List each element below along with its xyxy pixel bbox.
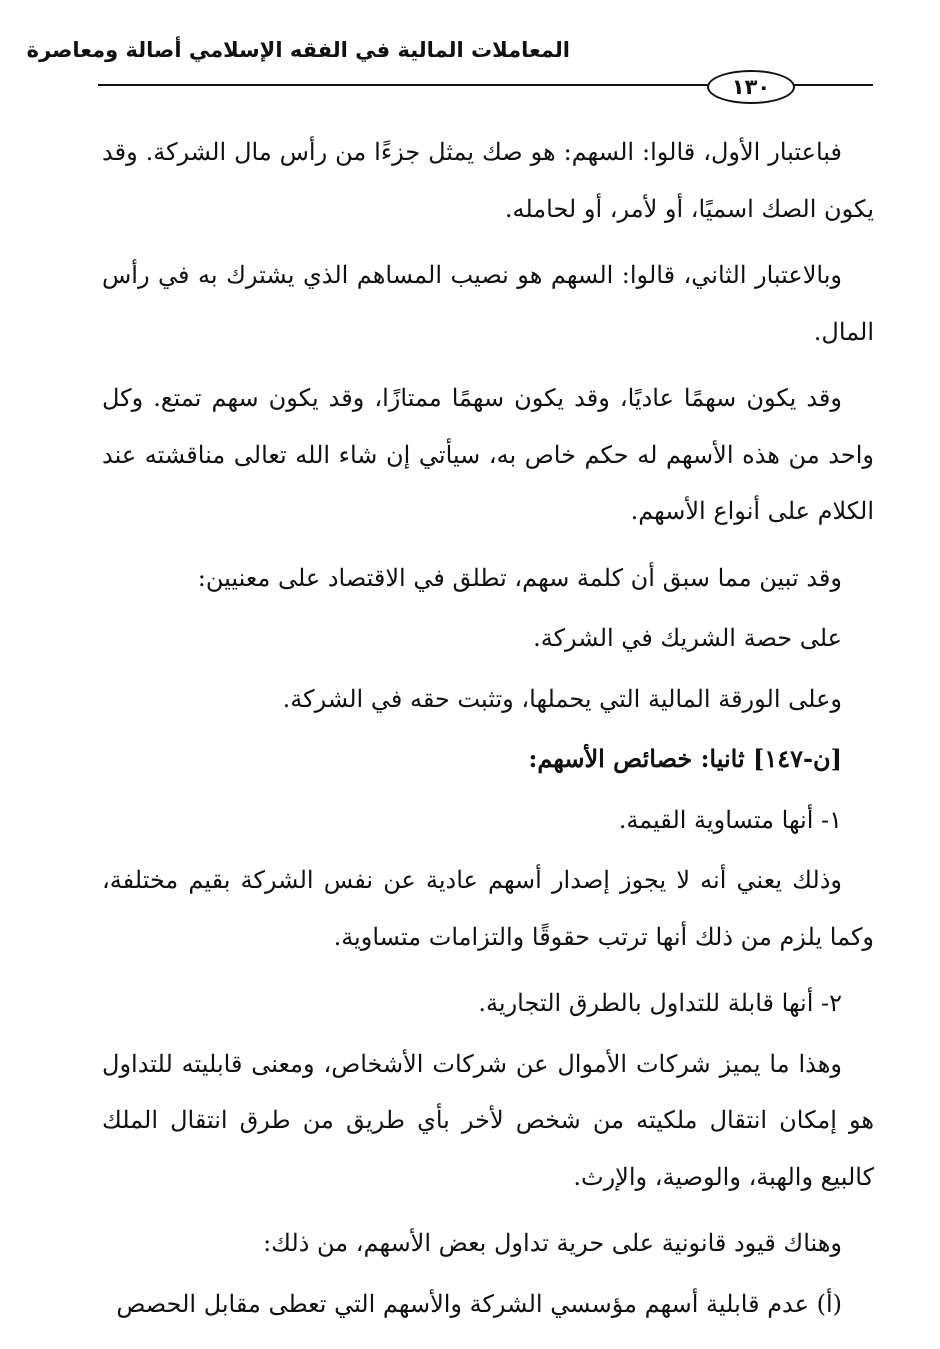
- body-text: [102, 124, 874, 1336]
- running-header-title: المعاملات المالية في الفقه الإسلامي أصالة ومعاصرة: [26, 38, 570, 62]
- paragraph-tradable-explanation: وهذا ما يميز شركات الأموال عن شركات الأشخاص، ومعنى قابليته للتداول هو إمكان انتقال ملكيته من شخص لأخر بأي طريق من طرق انتقال الملك كالبيع والهبة، والوصية، والإرث.: [102, 1049, 874, 1191]
- section-heading-share-characteristics: [ن-١٤٧] ثانيا: خصائص الأسهم:: [528, 744, 842, 773]
- list-item-tradable: ٢- أنها قابلة للتداول بالطرق التجارية.: [478, 989, 842, 1017]
- list-item-restriction-a: (أ) عدم قابلية أسهم مؤسسي الشركة والأسهم التي تعطى مقابل الحصص: [116, 1289, 842, 1318]
- paragraph-share-definition-second: وبالاعتبار الثاني، قالوا: السهم هو نصيب المساهم الذي يشترك به في رأس المال.: [102, 261, 874, 346]
- list-item-equal-value: ١- أنها متساوية القيمة.: [618, 805, 842, 834]
- paragraph-two-meanings: وقد تبين مما سبق أن كلمة سهم، تطلق في الاقتصاد على معنيين:: [197, 563, 842, 592]
- paragraph-equal-value-explanation: وذلك يعني أنه لا يجوز إصدار أسهم عادية عن نفس الشركة بقيم مختلفة، وكما يلزم من ذلك أنها ترتب حقوقًا والتزامات متساوية.: [102, 866, 874, 951]
- paragraph-share-types: وقد يكون سهمًا عاديًا، وقد يكون سهمًا ممتازًا، وقد يكون سهم تمتع. وكل واحد من هذه الأسهم له حكم خاص به، سيأتي إن شاء الله تعالى مناقشته عند الكلام على أنواع الأسهم.: [102, 384, 874, 525]
- paragraph-share-definition-first: فباعتبار الأول، قالوا: السهم: هو صك يمثل جزءًا من رأس مال الشركة. وقد يكون الصك اسميًا، أو لأمر، أو لحامله.: [102, 138, 874, 223]
- paragraph-meaning-one: على حصة الشريك في الشركة.: [533, 624, 842, 652]
- paragraph-legal-restrictions: وهناك قيود قانونية على حرية تداول بعض الأسهم، من ذلك:: [263, 1229, 842, 1257]
- page-number-badge: ١٣٠: [707, 70, 795, 104]
- paragraph-meaning-two: وعلى الورقة المالية التي يحملها، وتثبت حقه في الشركة.: [282, 684, 842, 713]
